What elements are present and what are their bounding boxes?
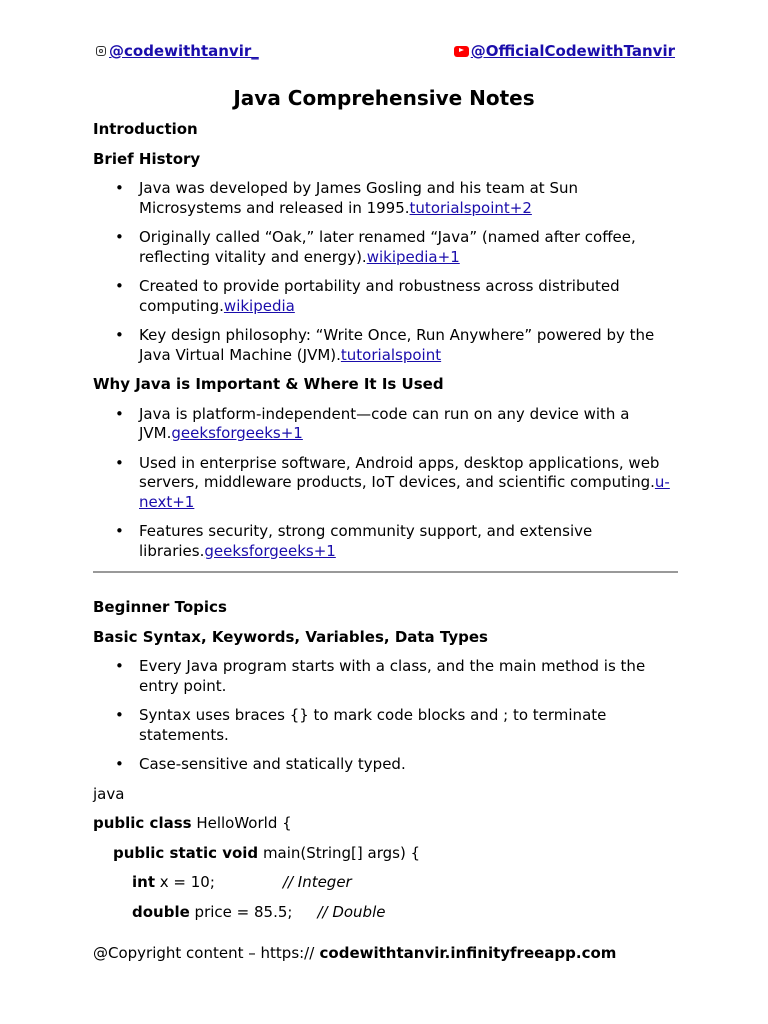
list-item: • Every Java program starts with a class, and the main method is the entry point. [139, 657, 678, 696]
code-text: HelloWorld { [191, 814, 292, 832]
code-line [93, 873, 678, 893]
section-heading-introduction: Introduction [93, 120, 198, 138]
code-line [93, 844, 678, 864]
list-item-text: Java is platform-independent—code can run on any device with a JVM. [139, 404, 630, 442]
page-header [0, 42, 768, 62]
list-item [139, 179, 678, 218]
document-body [93, 120, 678, 932]
subheading-brief-history: Brief History [93, 149, 201, 168]
page-footer [93, 944, 616, 962]
code-keyword: public static void [113, 843, 259, 862]
code-keyword: double [132, 902, 190, 921]
brief-history-list [93, 179, 678, 365]
code-language-label: java [93, 784, 125, 803]
list-item-text: Used in enterprise software, Android apps, desktop applications, web servers, middleware products, IoT devices, and scientific computing. [139, 453, 660, 491]
instagram-handle-link[interactable]: @codewithtanvir_ [109, 42, 259, 60]
list-item-text: Originally called “Oak,” later renamed “Java” (named after coffee, reflecting vitality and energy). [139, 228, 636, 266]
subheading-basic-syntax: Basic Syntax, Keywords, Variables, Data Types [93, 627, 488, 646]
list-item-text: Created to provide portability and robustness across distributed computing. [139, 277, 620, 315]
copyright-text: @Copyright content – https:// [93, 944, 315, 962]
code-comment: // Double [317, 902, 386, 921]
citation-link[interactable]: u-next+1 [139, 473, 670, 511]
list-item [139, 405, 678, 444]
code-comment: // Integer [282, 873, 352, 891]
section-divider [93, 571, 678, 573]
why-java-list [93, 405, 678, 562]
code-line [93, 814, 678, 834]
list-item-text: Features security, strong community support, and extensive libraries. [139, 522, 593, 560]
list-item: • Syntax uses braces {} to mark code blocks and ; to terminate statements. [139, 706, 678, 745]
citation-link[interactable]: geeksforgeeks+1 [171, 424, 303, 442]
code-keyword: public class [93, 814, 192, 832]
page-title: Java Comprehensive Notes [233, 86, 535, 110]
list-item [139, 454, 678, 513]
youtube-handle-link[interactable]: @OfficialCodewithTanvir [470, 42, 675, 60]
subheading-why-java: Why Java is Important & Where It Is Used [93, 375, 444, 393]
youtube-link-group [454, 42, 675, 60]
code-text: main(String[] args) { [258, 843, 421, 862]
citation-link[interactable]: geeksforgeeks+1 [204, 541, 336, 560]
section-heading-beginner-topics: Beginner Topics [93, 598, 227, 616]
list-item [139, 522, 678, 561]
list-item-text: Key design philosophy: “Write Once, Run Anywhere” powered by the Java Virtual Machine (JVM). [139, 326, 655, 364]
basic-syntax-list [93, 657, 678, 775]
citation-link[interactable]: wikipedia+1 [366, 247, 460, 266]
instagram-icon [96, 46, 106, 56]
citation-link[interactable]: wikipedia [223, 296, 295, 315]
code-text: x = 10; [155, 873, 215, 891]
code-keyword: int [132, 873, 155, 891]
list-item [139, 277, 678, 316]
list-item [139, 228, 678, 267]
instagram-link-group [96, 42, 259, 60]
citation-link[interactable]: tutorialspoint+2 [409, 198, 532, 217]
list-item: • Case-sensitive and statically typed. [139, 755, 678, 775]
youtube-icon [454, 46, 469, 57]
code-line [93, 903, 678, 923]
list-item [139, 326, 678, 365]
footer-site: codewithtanvir.infinityfreeapp.com [314, 944, 617, 962]
list-item-text: Java was developed by James Gosling and his team at Sun Microsystems and released in 1995. [139, 179, 578, 217]
code-text: price = 85.5; [189, 902, 293, 921]
citation-link[interactable]: tutorialspoint [340, 345, 442, 364]
code-block [93, 785, 678, 923]
